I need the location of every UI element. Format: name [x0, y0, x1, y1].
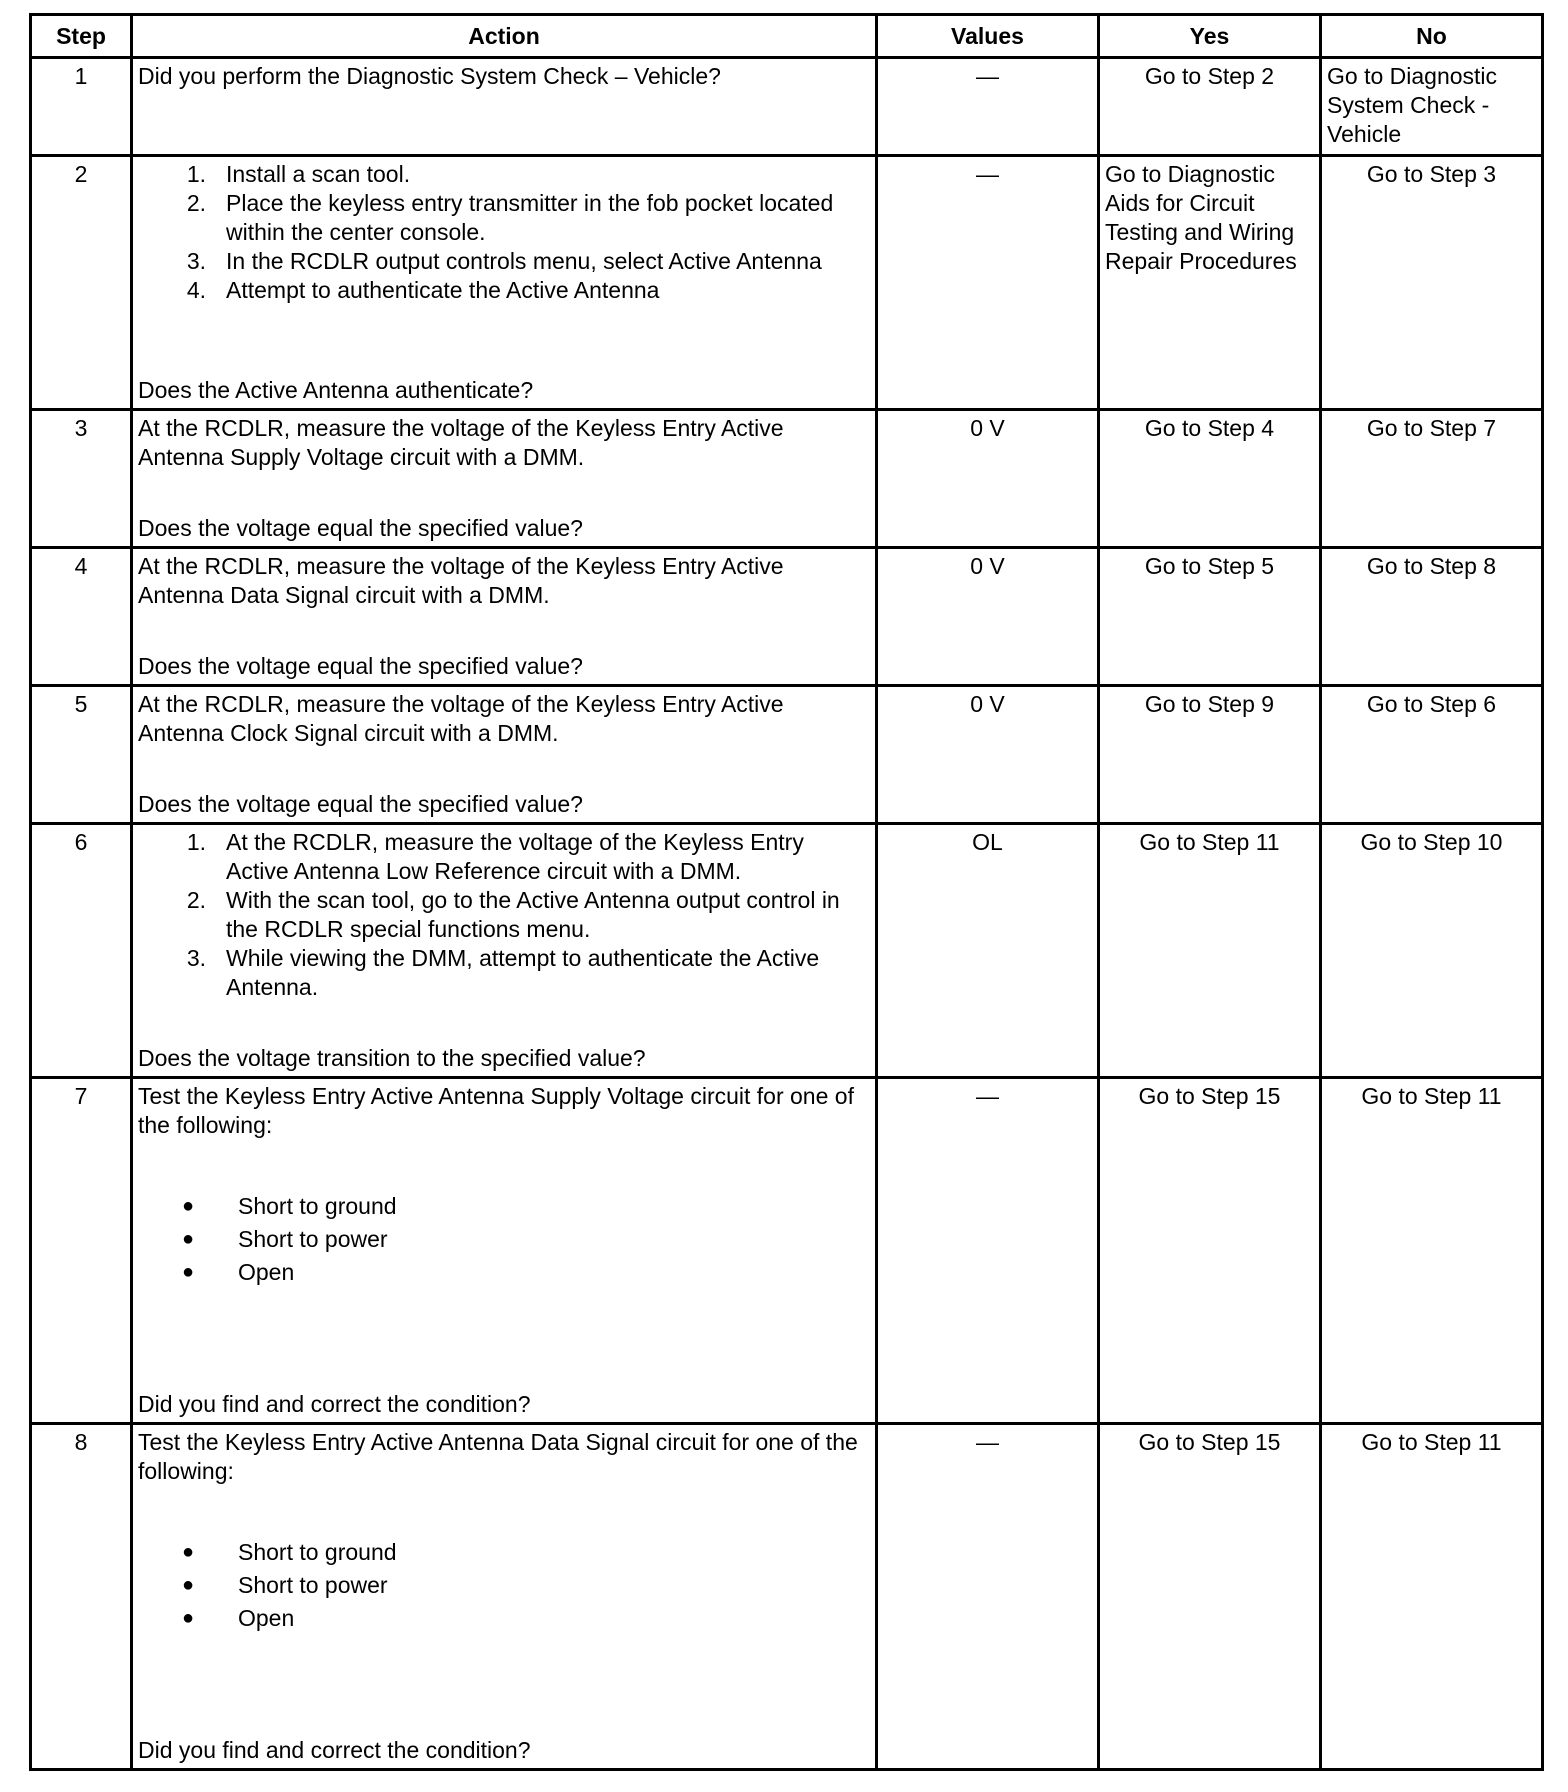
- yes-cell: Go to Diagnostic Aids for Circuit Testing and Wiring Repair Procedures: [1099, 156, 1321, 410]
- no-cell: Go to Diagnostic System Check - Vehicle: [1321, 58, 1543, 156]
- value-cell: —: [877, 156, 1099, 410]
- list-item: 2. Place the keyless entry transmitter in the fob pocket located within the center console.: [186, 190, 834, 245]
- action-cell: [132, 548, 877, 686]
- bullet-icon: ●: [181, 1607, 195, 1629]
- question-text: Does the voltage transition to the specified value?: [138, 1045, 646, 1071]
- header-row: [31, 15, 1543, 58]
- action-text: At the RCDLR, measure the voltage of the Keyless Entry Active Antenna Data Signal circuit with a DMM.: [138, 553, 784, 608]
- yes-cell: Go to Step 15: [1099, 1424, 1321, 1770]
- procedure-list: [138, 160, 870, 305]
- table-row: [31, 58, 1543, 156]
- list-item: ● Open: [138, 1602, 870, 1635]
- diagnostic-table: [29, 13, 1544, 1771]
- step-number: 2: [31, 156, 132, 410]
- header-action: Action: [132, 15, 877, 58]
- yes-cell: Go to Step 15: [1099, 1078, 1321, 1424]
- list-item: 1. Install a scan tool.: [186, 161, 411, 187]
- action-cell: [132, 686, 877, 824]
- action-cell: [132, 58, 877, 156]
- list-item: 2. With the scan tool, go to the Active Antenna output control in the RCDLR special functions menu.: [186, 887, 840, 942]
- action-text: At the RCDLR, measure the voltage of the Keyless Entry Active Antenna Clock Signal circuit with a DMM.: [138, 691, 784, 746]
- table-row: [31, 1078, 1543, 1424]
- value-cell: 0 V: [877, 686, 1099, 824]
- action-text: Test the Keyless Entry Active Antenna Supply Voltage circuit for one of the following:: [138, 1083, 854, 1138]
- no-cell: Go to Step 3: [1321, 156, 1543, 410]
- list-item: ● Short to ground: [138, 1536, 870, 1569]
- step-number: 8: [31, 1424, 132, 1770]
- step-number: 7: [31, 1078, 132, 1424]
- value-cell: —: [877, 58, 1099, 156]
- yes-cell: Go to Step 2: [1099, 58, 1321, 156]
- step-number: 3: [31, 410, 132, 548]
- no-cell: Go to Step 7: [1321, 410, 1543, 548]
- value-cell: —: [877, 1078, 1099, 1424]
- table-row: [31, 548, 1543, 686]
- action-cell: [132, 1424, 877, 1770]
- bullet-icon: ●: [181, 1195, 195, 1217]
- step-number: 4: [31, 548, 132, 686]
- condition-list: [138, 1536, 870, 1635]
- table-row: [31, 824, 1543, 1078]
- question-text: Does the voltage equal the specified value?: [138, 791, 583, 817]
- bullet-icon: ●: [181, 1574, 195, 1596]
- header-step: Step: [31, 15, 132, 58]
- condition-list: [138, 1190, 870, 1289]
- step-number: 5: [31, 686, 132, 824]
- header-yes: Yes: [1099, 15, 1321, 58]
- bullet-icon: ●: [181, 1261, 195, 1283]
- question-text: Did you find and correct the condition?: [138, 1737, 531, 1763]
- yes-cell: Go to Step 4: [1099, 410, 1321, 548]
- list-item: 3. In the RCDLR output controls menu, select Active Antenna: [186, 248, 822, 274]
- value-cell: —: [877, 1424, 1099, 1770]
- no-cell: Go to Step 11: [1321, 1424, 1543, 1770]
- table-row: [31, 156, 1543, 410]
- list-item: ● Short to ground: [138, 1190, 870, 1223]
- action-cell: [132, 1078, 877, 1424]
- bullet-icon: ●: [181, 1228, 195, 1250]
- table-row: [31, 686, 1543, 824]
- action-cell: [132, 824, 877, 1078]
- no-cell: Go to Step 6: [1321, 686, 1543, 824]
- list-item: 3. While viewing the DMM, attempt to authenticate the Active Antenna.: [186, 945, 820, 1000]
- action-text: Did you perform the Diagnostic System Check – Vehicle?: [138, 63, 721, 89]
- action-text: At the RCDLR, measure the voltage of the Keyless Entry Active Antenna Supply Voltage circuit with a DMM.: [138, 415, 784, 470]
- question-text: Does the Active Antenna authenticate?: [138, 377, 534, 403]
- action-cell: [132, 410, 877, 548]
- no-cell: Go to Step 8: [1321, 548, 1543, 686]
- value-cell: 0 V: [877, 548, 1099, 686]
- question-text: Does the voltage equal the specified value?: [138, 515, 583, 541]
- table-row: [31, 1424, 1543, 1770]
- procedure-list: [138, 828, 870, 1002]
- list-item: ● Short to power: [138, 1223, 870, 1256]
- table-row: [31, 410, 1543, 548]
- list-item: ● Short to power: [138, 1569, 870, 1602]
- action-text: Test the Keyless Entry Active Antenna Data Signal circuit for one of the following:: [138, 1429, 858, 1484]
- yes-cell: Go to Step 9: [1099, 686, 1321, 824]
- no-cell: Go to Step 10: [1321, 824, 1543, 1078]
- step-number: 6: [31, 824, 132, 1078]
- header-values: Values: [877, 15, 1099, 58]
- question-text: Did you find and correct the condition?: [138, 1391, 531, 1417]
- list-item: ● Open: [138, 1256, 870, 1289]
- no-cell: Go to Step 11: [1321, 1078, 1543, 1424]
- header-no: No: [1321, 15, 1543, 58]
- step-number: 1: [31, 58, 132, 156]
- yes-cell: Go to Step 5: [1099, 548, 1321, 686]
- bullet-icon: ●: [181, 1541, 195, 1563]
- value-cell: OL: [877, 824, 1099, 1078]
- yes-cell: Go to Step 11: [1099, 824, 1321, 1078]
- question-text: Does the voltage equal the specified value?: [138, 653, 583, 679]
- list-item: 1. At the RCDLR, measure the voltage of the Keyless Entry Active Antenna Low Reference circuit with a DMM.: [186, 829, 804, 884]
- action-cell: [132, 156, 877, 410]
- value-cell: 0 V: [877, 410, 1099, 548]
- list-item: 4. Attempt to authenticate the Active Antenna: [186, 277, 660, 303]
